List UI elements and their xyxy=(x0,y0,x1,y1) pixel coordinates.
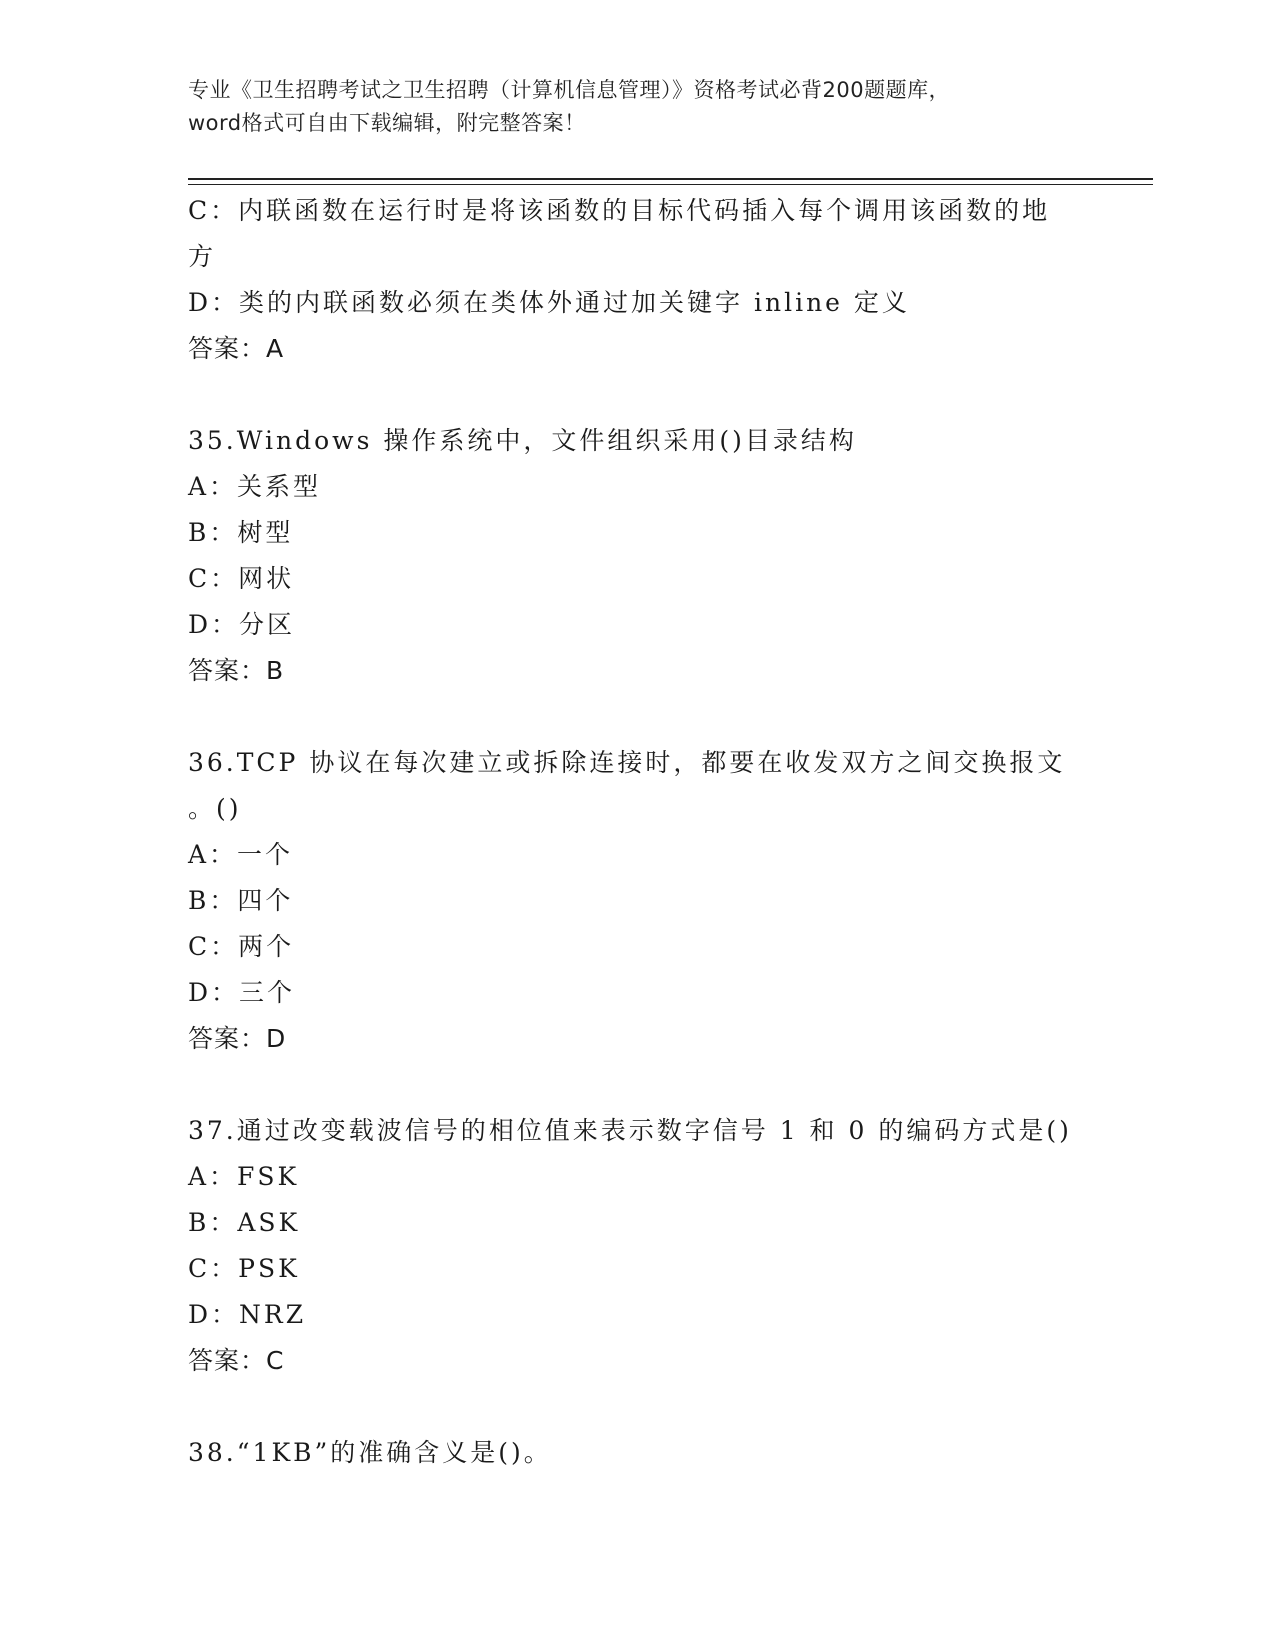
option-a: A：FSK xyxy=(188,1162,300,1191)
question-text: 37.通过改变载波信号的相位值来表示数字信号 1 和 0 的编码方式是() xyxy=(188,1116,1072,1145)
option-d: D：NRZ xyxy=(188,1300,307,1329)
answer: 答案：A xyxy=(188,334,285,363)
document-header xyxy=(188,74,1088,140)
header-rule-thin xyxy=(188,184,1153,185)
option-c: C：网状 xyxy=(188,564,295,593)
header-line-2: word格式可自由下载编辑，附完整答案！ xyxy=(188,111,586,135)
option-a: A：一个 xyxy=(188,840,294,869)
option-c: C：内联函数在运行时是将该函数的目标代码插入每个调用该函数的地 xyxy=(188,196,1051,225)
question-36 xyxy=(188,740,1088,1062)
option-c: C：PSK xyxy=(188,1254,300,1283)
question-37 xyxy=(188,1108,1088,1384)
question-text: 35.Windows 操作系统中，文件组织采用()目录结构 xyxy=(188,426,857,455)
option-c-continued: 方 xyxy=(188,242,217,271)
question-text: 38.“1KB”的准确含义是()。 xyxy=(188,1438,552,1467)
option-d: D：类的内联函数必须在类体外通过加关键字 inline 定义 xyxy=(188,288,910,317)
option-c: C：两个 xyxy=(188,932,295,961)
answer: 答案：B xyxy=(188,656,285,685)
question-text: 36.TCP 协议在每次建立或拆除连接时，都要在收发双方之间交换报文 xyxy=(188,748,1066,777)
header-line-1: 专业《卫生招聘考试之卫生招聘（计算机信息管理）》资格考试必背200题题库， xyxy=(188,78,951,102)
option-a: A：关系型 xyxy=(188,472,322,501)
question-34-tail xyxy=(188,188,1088,372)
header-rule-thick xyxy=(188,178,1153,180)
answer: 答案：D xyxy=(188,1024,287,1053)
option-d: D：分区 xyxy=(188,610,296,639)
answer: 答案：C xyxy=(188,1346,285,1375)
option-b: B：ASK xyxy=(188,1208,301,1237)
question-list xyxy=(188,188,1088,1476)
question-text-continued: 。() xyxy=(188,794,242,823)
option-b: B：四个 xyxy=(188,886,294,915)
option-b: B：树型 xyxy=(188,518,294,547)
question-35 xyxy=(188,418,1088,694)
option-d: D：三个 xyxy=(188,978,296,1007)
question-38 xyxy=(188,1430,1088,1476)
